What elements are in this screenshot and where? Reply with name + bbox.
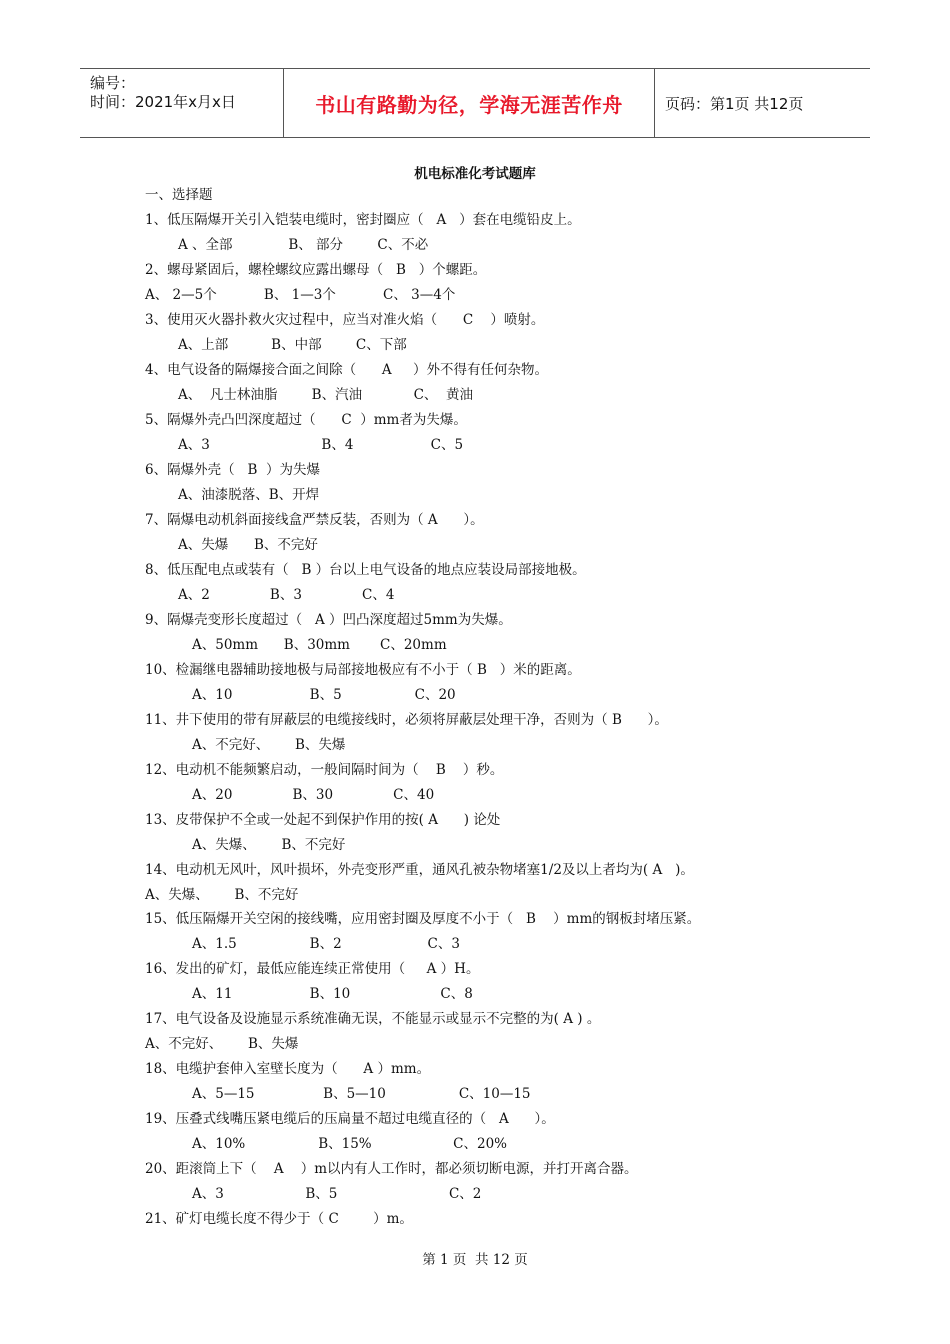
question-line: 17、电气设备及设施显示系统准确无误，不能显示或显示不完整的为( A ) 。 bbox=[145, 1011, 601, 1027]
question-line: 9、隔爆壳变形长度超过（ A ）凹凸深度超过5mm为失爆。 bbox=[145, 612, 512, 628]
question-line: 14、电动机无风叶，风叶损坏，外壳变形严重，通风孔被杂物堵塞1/2及以上者均为( A )。 bbox=[145, 862, 694, 878]
question-line: 4、电气设备的隔爆接合面之间除（ A ）外不得有任何杂物。 bbox=[145, 362, 549, 378]
option-line: A、2 B、3 C、4 bbox=[178, 587, 395, 603]
option-line: A、上部 B、中部 C、下部 bbox=[178, 337, 407, 353]
question-line: 1、低压隔爆开关引入铠装电缆时，密封圈应（ A ）套在电缆铅皮上。 bbox=[145, 212, 581, 228]
option-line: A、1.5 B、2 C、3 bbox=[192, 936, 460, 952]
header-number-label: 编号： bbox=[90, 74, 136, 92]
option-line: A、11 B、10 C、8 bbox=[192, 986, 473, 1002]
header-page-info: 页码：第1页 共12页 bbox=[665, 94, 804, 113]
question-line: 16、发出的矿灯，最低应能连续正常使用（ A ）H。 bbox=[145, 961, 480, 977]
section-heading: 一、选择题 bbox=[145, 187, 213, 203]
option-line: A、10% B、15% C、20% bbox=[192, 1136, 508, 1152]
option-line: A、失爆、 B、不完好 bbox=[192, 837, 346, 853]
option-line: A、5—15 B、5—10 C、10—15 bbox=[192, 1086, 531, 1102]
question-line: 18、电缆护套伸入室壁长度为（ A ）mm。 bbox=[145, 1061, 431, 1077]
question-line: 20、距滚筒上下（ A ）m以内有人工作时，都必须切断电源，并打开离合器。 bbox=[145, 1161, 638, 1177]
document-title: 机电标准化考试题库 bbox=[414, 166, 536, 182]
question-line: 21、矿灯电缆长度不得少于（ C ）m。 bbox=[145, 1211, 413, 1227]
question-line: 2、螺母紧固后，螺栓螺纹应露出螺母（ B ）个螺距。 bbox=[145, 262, 487, 278]
option-line: A、 凡士林油脂 B、汽油 C、 黄油 bbox=[178, 387, 473, 403]
header-meta bbox=[80, 69, 284, 137]
option-line: A、3 B、4 C、5 bbox=[178, 437, 464, 453]
question-line: 11、井下使用的带有屏蔽层的电缆接线时，必须将屏蔽层处理干净，否则为（ B ）。 bbox=[145, 712, 668, 728]
question-line: 7、隔爆电动机斜面接线盒严禁反装，否则为（ A ）。 bbox=[145, 512, 484, 528]
option-line: A 、全部 B、 部分 C、不必 bbox=[178, 237, 429, 253]
question-line: 5、隔爆外壳凸凹深度超过（ C ）mm者为失爆。 bbox=[145, 412, 467, 428]
option-line: A、不完好、 B、失爆 bbox=[192, 737, 346, 753]
option-line: A、失爆、 B、不完好 bbox=[145, 887, 299, 903]
option-line: A、20 B、30 C、40 bbox=[192, 787, 435, 803]
question-line: 8、低压配电点或装有（ B ）台以上电气设备的地点应装设局部接地极。 bbox=[145, 562, 586, 578]
question-line: 19、压叠式线嘴压紧电缆后的压扁量不超过电缆直径的（ A ）。 bbox=[145, 1111, 555, 1127]
page-header bbox=[80, 68, 870, 138]
option-line: A、不完好、 B、失爆 bbox=[145, 1036, 299, 1052]
option-line: A、3 B、5 C、2 bbox=[192, 1186, 482, 1202]
question-line: 15、低压隔爆开关空闲的接线嘴，应用密封圈及厚度不小于（ B ）mm的钢板封堵压紧。 bbox=[145, 911, 701, 927]
option-line: A、失爆 B、不完好 bbox=[178, 537, 318, 553]
header-motto: 书山有路勤为径，学海无涯苦作舟 bbox=[284, 69, 655, 137]
option-line: A、 2—5个 B、 1—3个 C、 3—4个 bbox=[145, 287, 456, 303]
question-line: 3、使用灭火器扑救火灾过程中，应当对准火焰（ C ）喷射。 bbox=[145, 312, 545, 328]
question-line: 13、皮带保护不全或一处起不到保护作用的按( A ) 论处 bbox=[145, 812, 501, 828]
option-line: A、油漆脱落、B、开焊 bbox=[178, 487, 320, 503]
header-time-label: 时间：2021年x月x日 bbox=[90, 93, 236, 111]
option-line: A、10 B、5 C、20 bbox=[192, 687, 456, 703]
question-line: 10、检漏继电器辅助接地极与局部接地极应有不小于（ B ）米的距离。 bbox=[145, 662, 581, 678]
option-line: A、50mm B、30mm C、20mm bbox=[192, 637, 447, 653]
question-line: 12、电动机不能频繁启动，一般间隔时间为（ B ）秒。 bbox=[145, 762, 504, 778]
question-line: 6、隔爆外壳（ B ）为失爆 bbox=[145, 462, 320, 478]
page-footer: 第 1 页 共 12 页 bbox=[422, 1252, 528, 1268]
